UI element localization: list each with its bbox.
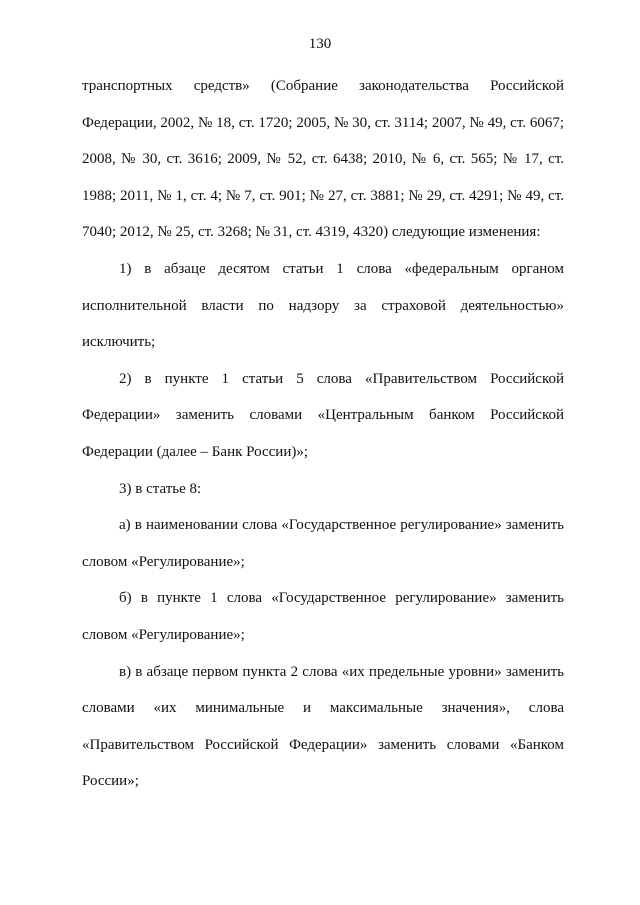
paragraph-item-3: 3) в статье 8:	[119, 480, 202, 497]
document-body	[82, 68, 564, 800]
page-number: 130	[308, 36, 332, 52]
paragraph-item-2: 2) в пункте 1 статьи 5 слова «Правительством Российской Федерации» заменить словами «Центральным банком Российской Федерации (далее – Банк России)»;	[82, 370, 564, 460]
paragraph-item-3b: б) в пункте 1 слова «Государственное регулирование» заменить словом «Регулирование»;	[82, 590, 564, 643]
paragraph-amendment-intro: транспортных средств» (Собрание законодательства Российской Федерации, 2002, № 18, ст. 1720; 2005, № 30, ст. 3114; 2007, № 49, ст. 6067; 2008, № 30, ст. 3616; 2009, № 52, ст. 6438; 2010, № 6, ст. 565; № 17, ст. 1988; 2011, № 1, ст. 4; № 7, ст. 901; № 27, ст. 3881; № 29, ст. 4291; № 49, ст. 7040; 2012, № 25, ст. 3268; № 31, ст. 4319, 4320) следующие изменения:	[82, 78, 564, 241]
paragraph-item-3a: а) в наименовании слова «Государственное регулирование» заменить словом «Регулирование»;	[82, 517, 564, 570]
paragraph-item-1: 1) в абзаце десятом статьи 1 слова «федеральным органом исполнительной власти по надзору за страховой деятельностью» исключить;	[82, 260, 564, 351]
paragraph-item-3v: в) в абзаце первом пункта 2 слова «их предельные уровни» заменить словами «их минимальные и максимальные значения», слова «Правительством Российской Федерации» заменить словами «Банком России»;	[82, 663, 564, 790]
